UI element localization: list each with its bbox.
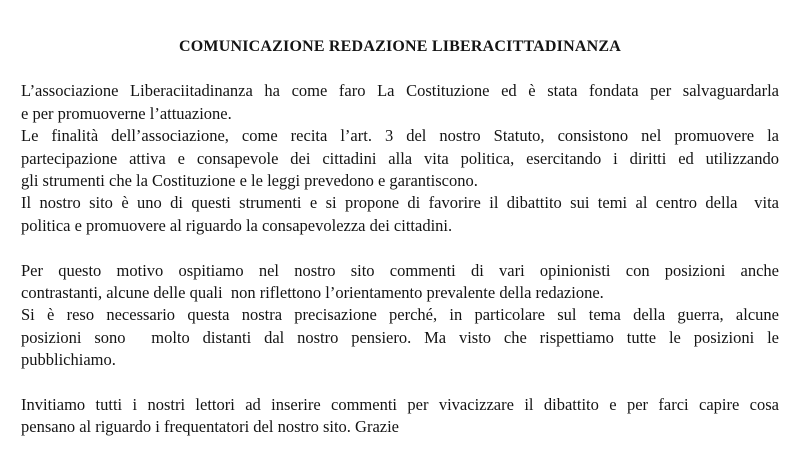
- blank-line: [21, 237, 779, 259]
- document-title: COMUNICAZIONE REDAZIONE LIBERACITTADINANZA: [179, 38, 621, 55]
- text-line: Il nostro sito è uno di questi strumenti e si propone di favorire il dibattito sui temi al centro della vita: [21, 193, 779, 213]
- text-line: Invitiamo tutti i nostri lettori ad inserire commenti per vivacizzare il dibattito e per farci capire cosa: [21, 395, 779, 415]
- paragraph-site-purpose: [21, 192, 779, 237]
- text-line: L’associazione Liberaciitadinanza ha come faro La Costituzione ed è stata fondata per salvaguardarla: [21, 81, 779, 101]
- text-line: politica e promuovere al riguardo la consapevolezza dei cittadini.: [21, 215, 453, 235]
- text-line: Le finalità dell’associazione, come recita l’art. 3 del nostro Statuto, consistono nel promuovere la: [21, 126, 779, 146]
- text-line: Per questo motivo ospitiamo nel nostro sito commenti di vari opinionisti con posizioni anche: [21, 260, 779, 280]
- paragraph-statute-goals: [21, 125, 779, 192]
- paragraph-opinionists: [21, 260, 779, 305]
- text-line: e per promuoverne l’attuazione.: [21, 103, 232, 123]
- paragraph-clarification: [21, 304, 779, 371]
- text-line: pensano al riguardo i frequentatori del nostro sito. Grazie: [21, 417, 400, 437]
- blank-line: [21, 58, 779, 80]
- text-line: partecipazione attiva e consapevole dei cittadini alla vita politica, esercitando i diritti ed utilizzando: [21, 148, 779, 168]
- text-line: Si è reso necessario questa nostra precisazione perché, in particolare sul tema della guerra, alcune: [21, 305, 779, 325]
- paragraph-invitation: [21, 394, 779, 439]
- text-line: contrastanti, alcune delle quali non riflettono l’orientamento prevalente della redazione.: [21, 283, 604, 303]
- blank-line: [21, 372, 779, 394]
- text-line: gli strumenti che la Costituzione e le leggi prevedono e garantiscono.: [21, 171, 478, 191]
- paragraph-association-intro: [21, 80, 779, 125]
- text-line: pubblichiamo.: [21, 350, 116, 370]
- text-line: posizioni sono molto distanti dal nostro pensiero. Ma visto che rispettiamo tutte le posizioni le: [21, 327, 779, 347]
